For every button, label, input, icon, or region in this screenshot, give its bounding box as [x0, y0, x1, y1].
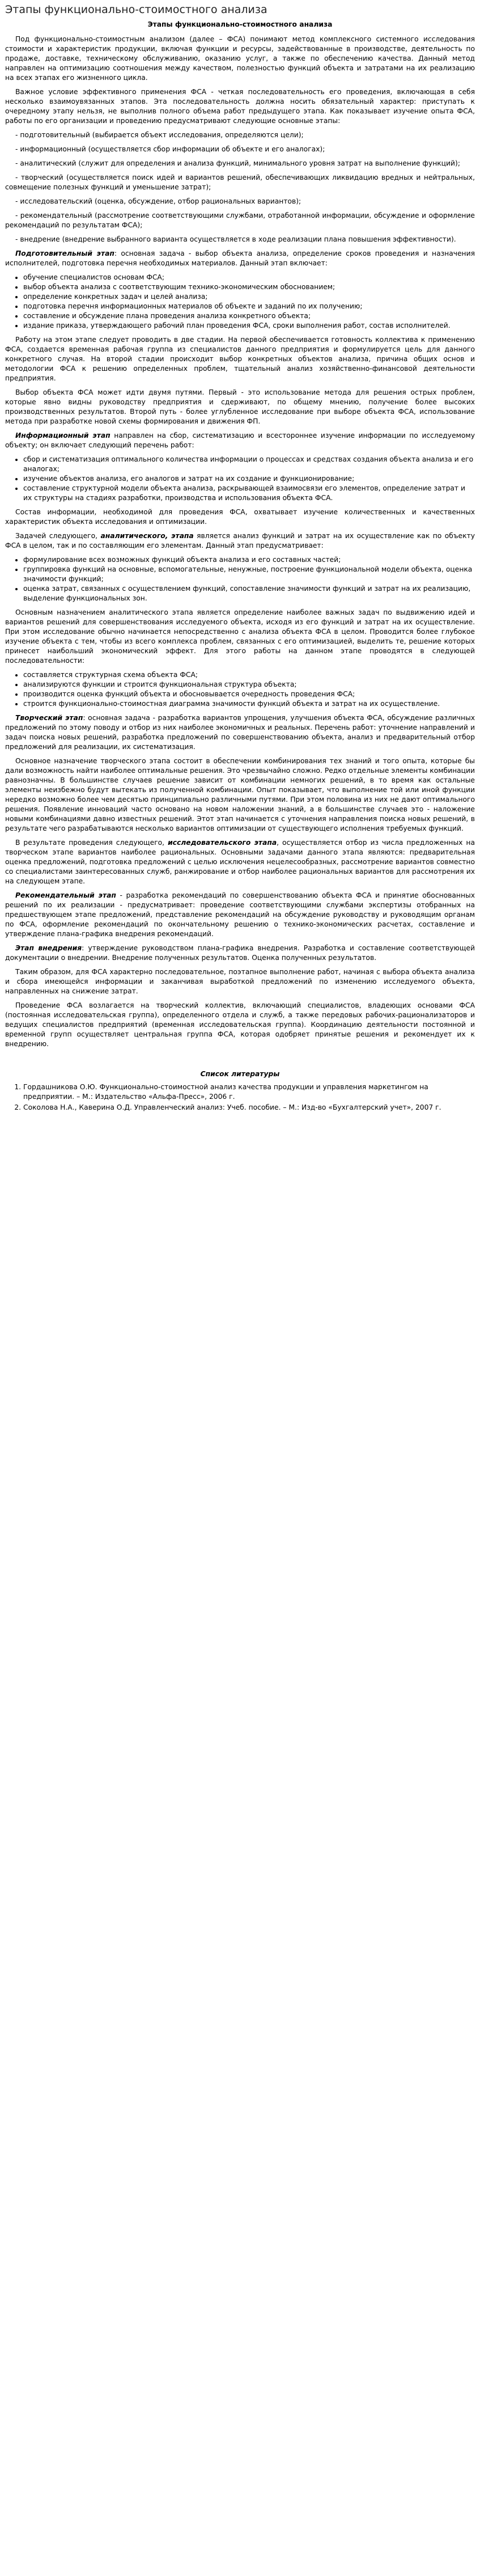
info-paragraph: Состав информации, необходимой для проведения ФСА, охватывает изучение количественных и качественных характеристик объекта исследования и оптимизации.	[5, 508, 475, 526]
recommend-stage-lead: Рекомендательный этап	[15, 891, 116, 899]
creative-stage-lead: Творческий этап	[15, 714, 83, 722]
creative-stage-text: : основная задача - разработка вариантов упрощения, улучшения объекта ФСА, обсуждение различных предложений по этому поводу и отбор из них наиболее экономичных и реальных. Перечень работ: уточнение направлений и задач поиска новых решений, разработка предложений по совершенствованию объекта, анализ и предварительный отбор предложений для реализации, их систематизация.	[5, 714, 475, 751]
list-item: • анализируются функции и строится функциональная структура объекта;	[23, 680, 475, 690]
prep-stage-text: : основная задача - выбор объекта анализа, определение сроков проведения и назначения исполнителей, подготовка перечня необходимых материалов. Данный этап включает:	[5, 249, 475, 267]
stage-item: - информационный (осуществляется сбор информации об объекте и его аналогах);	[15, 145, 325, 153]
prep-stage-paragraph	[5, 249, 475, 268]
stage-item: - рекомендательный (рассмотрение соответствующими службами, отработанной информации, обсуждение и оформление рекомендаций по результатам ФСА);	[5, 212, 475, 229]
stage-item: - творческий (осуществляется поиск идей и вариантов решений, обеспечивающих ликвидацию вредных и нейтральных, совмещение полезных функций и уменьшение затрат);	[5, 174, 475, 191]
document-page	[0, 0, 480, 1119]
closing-paragraph-1: Таким образом, для ФСА характерно последовательное, поэтапное выполнение работ, начиная с выбора объекта анализа и сбора имеющейся информации и заканчивая выработкой предложений по изменению исследуемого объекта, направленных на снижение затрат.	[5, 968, 475, 995]
impl-stage-paragraph	[5, 944, 475, 963]
recommend-stage-paragraph	[5, 891, 475, 939]
article-title: Этапы функционально-стоимостного анализа	[147, 20, 333, 28]
info-stage-paragraph	[5, 431, 475, 450]
analytic-paragraph: Основным назначением аналитического этапа является определение наиболее важных задач по выдвижению идей и вариантов решений для совершенствования исследуемого объекта, исходя из его функций и затрат на их осуществление. При этом исследование обычно начинается непосредственно с анализа объекта ФСА в целом. Проводится более глубокое изучение объекта с тем, чтобы из всего комплекса проблем, связанных с его оптимизацией, выделить те, решение которых принесет наибольший экономический эффект. Для этого работы на данном этапе проводятся в следующей последовательности:	[5, 608, 475, 665]
research-stage-pre: В результате проведения следующего,	[15, 839, 168, 847]
list-item: • производится оценка функций объекта и обосновывается очередность проведения ФСА;	[23, 690, 475, 699]
references-list	[5, 1082, 475, 1113]
intro-paragraph-1: Под функционально-стоимостным анализом (далее – ФСА) понимают метод комплексного системного исследования стоимости и характеристик продукции, включая функции и ресурсы, задействованные в производстве, деятельность по продаже, доставке, техническому обслуживанию, оказанию услуг, а также по обеспечению качества. Данный метод направлен на оптимизацию соотношения между качеством, полезностью функций объекта и затратами на их реализацию на всех этапах его жизненного цикла.	[5, 35, 475, 82]
list-item: • сбор и систематизация оптимального количества информации о процессах и средствах создания объекта анализа и его аналогах;	[23, 455, 475, 474]
research-stage-text: , осуществляется отбор из числа предложенных на творческом этапе вариантов наиболее рациональных. Основными задачами данного этапа являются: предварительная оценка предложений, подготовка предложений с целью исключения нецелесообразных, рассмотрение вариантов совместно со специалистами заинтересованных служб, ранжирование и отбор наиболее рациональных вариантов для рассмотрения их на следующем этапе.	[5, 839, 475, 885]
stage-item: - аналитический (служит для определения и анализа функций, минимального уровня затрат на выполнение функций);	[15, 159, 460, 167]
impl-stage-text: : утверждение руководством плана-графика внедрения. Разработка и составление соответствующей документации о внедрении. Внедрение полученных результатов. Оценка полученных результатов.	[5, 944, 475, 962]
stage-item: - внедрение (внедрение выбранного варианта осуществляется в ходе реализации плана повышения эффективности).	[15, 235, 456, 243]
closing-paragraph-2: Проведение ФСА возлагается на творческий коллектив, включающий специалистов, владеющих основами ФСА (постоянная исследовательская группа), определенного отдела и служб, а также передовых рабочих-рационализаторов и ведущих специалистов предприятий (временная исследовательская группа). Координацию деятельности постоянной и временной групп осуществляет центральная группа ФСА, которая одобряет принятые решения и рекомендует их к внедрению.	[5, 1001, 475, 1048]
analytic-stage-list	[5, 555, 475, 603]
analytic-stage-text: является анализ функций и затрат на их осуществление как по объекту ФСА в целом, так и по составляющим его элементам. Данный этап предусматривает:	[5, 532, 475, 549]
impl-stage-lead: Этап внедрения	[15, 944, 82, 952]
references-title: Список литературы	[200, 1070, 280, 1078]
info-stage-lead: Информационный этап	[15, 432, 111, 439]
prep-paragraph-2: Выбор объекта ФСА может идти двумя путями. Первый - это использование метода для решения острых проблем, которые явно видны руководству предприятия и сдерживают, по общему мнению, получение более высоких производственных результатов. Второй путь - более углубленное исследование при выборе объекта ФСА, использование метода при разработке новой схемы формирования и движения ФП.	[5, 388, 475, 425]
list-item: • формулирование всех возможных функций объекта анализа и его составных частей;	[23, 555, 475, 565]
intro-paragraph-2: Важное условие эффективного применения ФСА - четкая последовательность его проведения, включающая в себя несколько взаимоувязанных этапов. Эта последовательность должна носить обязательный характер: приступать к очередному этапу нельзя, не выполнив полного объема работ предыдущего этапа. Как показывает изучение опыта ФСА, работы по его организации и проведению предусматривают следующие основные этапы:	[5, 88, 475, 125]
analytic-stage-pre: Задачей следующего,	[15, 532, 101, 540]
page-title: Этапы функционально-стоимостного анализа	[5, 3, 267, 16]
list-item: • составляется структурная схема объекта ФСА;	[23, 670, 475, 680]
list-item: • обучение специалистов основам ФСА;	[23, 273, 475, 282]
stage-item: - подготовительный (выбирается объект исследования, определяются цели);	[15, 131, 304, 139]
research-stage-paragraph	[5, 838, 475, 886]
analytic-steps-list	[5, 670, 475, 709]
info-stage-list	[5, 455, 475, 503]
prep-paragraph-1: Работу на этом этапе следует проводить в две стадии. На первой обеспечивается готовность коллектива к применению ФСА, создается временная рабочая группа из специалистов данного предприятия и формулируется цель для данного конкретного случая. На второй стадии происходит выбор конкретных объектов анализа, причина общих основ и методологии ФСА к решению определенных проблем, тщательный анализ хозяйственно-финансовой деятельности предприятия.	[5, 336, 475, 382]
stage-item: - исследовательский (оценка, обсуждение, отбор рациональных вариантов);	[15, 197, 301, 205]
list-item: • составление структурной модели объекта анализа, раскрывающей взаимосвязи его элементов, определение затрат и их структуры на стадиях разработки, производства и использования объекта ФСА.	[23, 484, 475, 503]
list-item: • составление и обсуждение плана проведения анализа конкретного объекта;	[23, 311, 475, 321]
reference-item: 2. Соколова Н.А., Каверина О.Д. Управленческий анализ: Учеб. пособие. – М.: Изд-во «Бухгалтерский учет», 2007 г.	[23, 1103, 475, 1113]
list-item: • издание приказа, утверждающего рабочий план проведения ФСА, сроки выполнения работ, состав исполнителей.	[23, 321, 475, 331]
research-stage-lead: исследовательского этапа	[168, 839, 277, 847]
creative-paragraph: Основное назначение творческого этапа состоит в обеспечении комбинирования тех знаний и того опыта, которые бы дали возможность найти наиболее оптимальные решения. Это чрезвычайно сложно. Редко отдельные элементы комбинации равнозначны. В большинстве случаев решение зависит от комбинации немногих решений, в то время как остальные элементы неизбежно будут вытекать из полученной комбинации. Опыт показывает, что выполнение той или иной функции нередко возможно более чем десятью принципиально различными путями. При этом половина из них не дают оптимального решения. Появление инноваций часто основано на новом наложении знаний, а в большинстве случаев это - наложение новыми комбинациями давно известных решений. Этот этап начинается с уточнения направления поиска новых решений, в результате чего разрабатываются несколько вариантов оптимизации от существующего исполнения требуемых функций.	[5, 757, 475, 832]
reference-item: 1. Гордашникова О.Ю. Функционально-стоимостной анализ качества продукции и управления маркетингом на предприятии. – М.: Издательство «Альфа-Пресс», 2006 г.	[23, 1082, 475, 1102]
analytic-stage-paragraph	[5, 531, 475, 551]
list-item: • оценка затрат, связанных с осуществлением функций, сопоставление значимости функций и затрат на их реализацию, выделение функциональных зон.	[23, 584, 475, 603]
list-item: • строится функционально-стоимостная диаграмма значимости функций объекта и затрат на их осуществление.	[23, 699, 475, 709]
recommend-stage-text: - разработка рекомендаций по совершенствованию объекта ФСА и принятие обоснованных решений по их реализации - предусматривает: проведение соответствующими службами экспертизы отобранных на предшествующем этапе предложений, представление рекомендаций на обсуждение руководству и руководящим органам по ФСА, оформление рекомендаций по окончательному решению о технико-экономических расчетах, составление и утверждение плана-графика внедрения рекомендаций.	[5, 891, 475, 938]
info-stage-text: направлен на сбор, систематизацию и всестороннее изучение информации по исследуемому объекту; он включает следующий перечень работ:	[5, 432, 475, 449]
list-item: • выбор объекта анализа с соответствующим технико-экономическим обоснованием;	[23, 282, 475, 292]
analytic-stage-lead: аналитического, этапа	[100, 532, 194, 540]
list-item: • определение конкретных задач и целей анализа;	[23, 292, 475, 302]
prep-stage-list	[5, 273, 475, 331]
creative-stage-paragraph	[5, 713, 475, 752]
prep-stage-lead: Подготовительный этап	[15, 249, 114, 257]
list-item: • группировка функций на основные, вспомогательные, ненужные, построение функциональной модели объекта, оценка значимости функций;	[23, 565, 475, 584]
list-item: • подготовка перечня информационных материалов об объекте и заданий по их получению;	[23, 302, 475, 311]
list-item: • изучение объектов анализа, его аналогов и затрат на их создание и функционирование;	[23, 474, 475, 484]
